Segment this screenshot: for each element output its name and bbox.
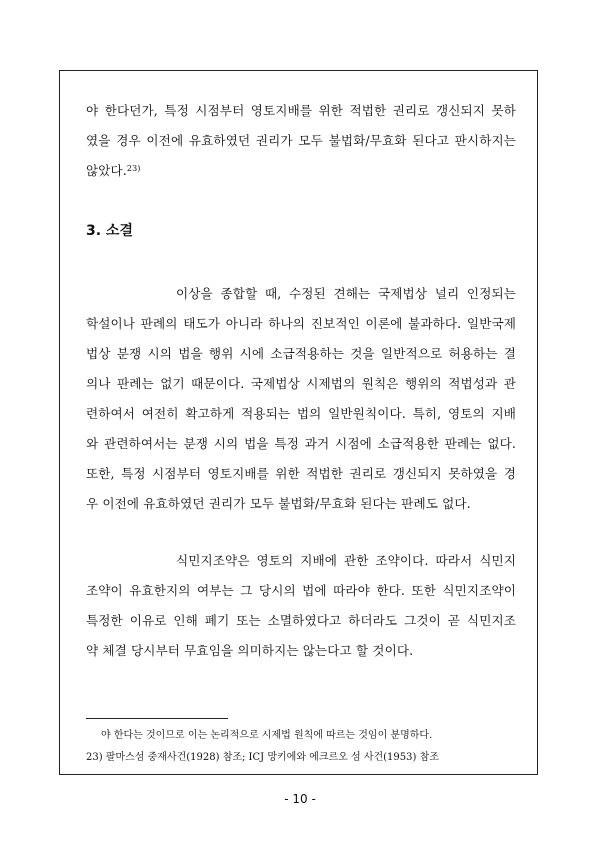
body-text-line: 와 관련하여서는 분쟁 시의 법을 특정 과거 시점에 소급적용한 판례는 없다.	[86, 436, 516, 451]
footnote-text: 야 한다는 것이므로 이는 논리적으로 시제법 원칙에 따르는 것임이 분명하다.	[101, 730, 433, 741]
body-text-line: 약 체결 당시부터 무효임을 의미하지는 않는다고 할 것이다.	[86, 643, 414, 658]
body-text-line: 의나 판례는 없기 때문이다. 국제법상 시제법의 원칙은 행위의 적법성과 관	[86, 376, 516, 391]
body-text-line: 였을 경우 이전에 유효하였던 권리가 모두 불법화/무효화 된다고 판시하지는	[86, 133, 516, 148]
body-text-line: 야 한다던가, 특정 시점부터 영토지배를 위한 적법한 권리로 갱신되지 못하	[86, 103, 516, 118]
footnote-reference: 23)	[126, 164, 141, 173]
footnote-text: 23) 팔마스섬 중재사건(1928) 참조; ICJ 망키에와 에크르오 섬 사건(1953) 참조	[86, 752, 439, 763]
body-text-line: 련하여서 여전히 확고하게 적용되는 법의 일반원칙이다. 특히, 영토의 지배	[86, 406, 516, 421]
body-text-line: 조약이 유효한지의 여부는 그 당시의 법에 따라야 한다. 또한 식민지조약이	[86, 583, 516, 598]
body-text-line: 우 이전에 유효하였던 권리가 모두 불법화/무효화 된다는 판례도 없다.	[86, 496, 471, 511]
body-text-fragment: 않았다.	[86, 163, 127, 178]
footnote-separator	[86, 718, 228, 719]
body-text-line: 특정한 이유로 인해 폐기 또는 소멸하였다고 하더라도 그것이 곧 식민지조	[86, 613, 516, 628]
page-number: - 10 -	[284, 792, 316, 806]
body-text-line: 이상을 종합할 때, 수정된 견해는 국제법상 널리 인정되는	[176, 286, 516, 301]
body-text-line: 법상 분쟁 시의 법을 행위 시에 소급적용하는 것을 일반적으로 허용하는 결	[86, 346, 516, 361]
section-heading: 3. 소결	[86, 223, 133, 239]
body-text-line	[86, 160, 516, 179]
body-text-line: 학설이나 판례의 태도가 아니라 하나의 진보적인 이론에 불과하다. 일반국제	[86, 316, 516, 331]
body-text-line: 또한, 특정 시점부터 영토지배를 위한 적법한 권리로 갱신되지 못하였을 경	[86, 466, 516, 481]
body-text-line: 식민지조약은 영토의 지배에 관한 조약이다. 따라서 식민지	[176, 553, 516, 568]
